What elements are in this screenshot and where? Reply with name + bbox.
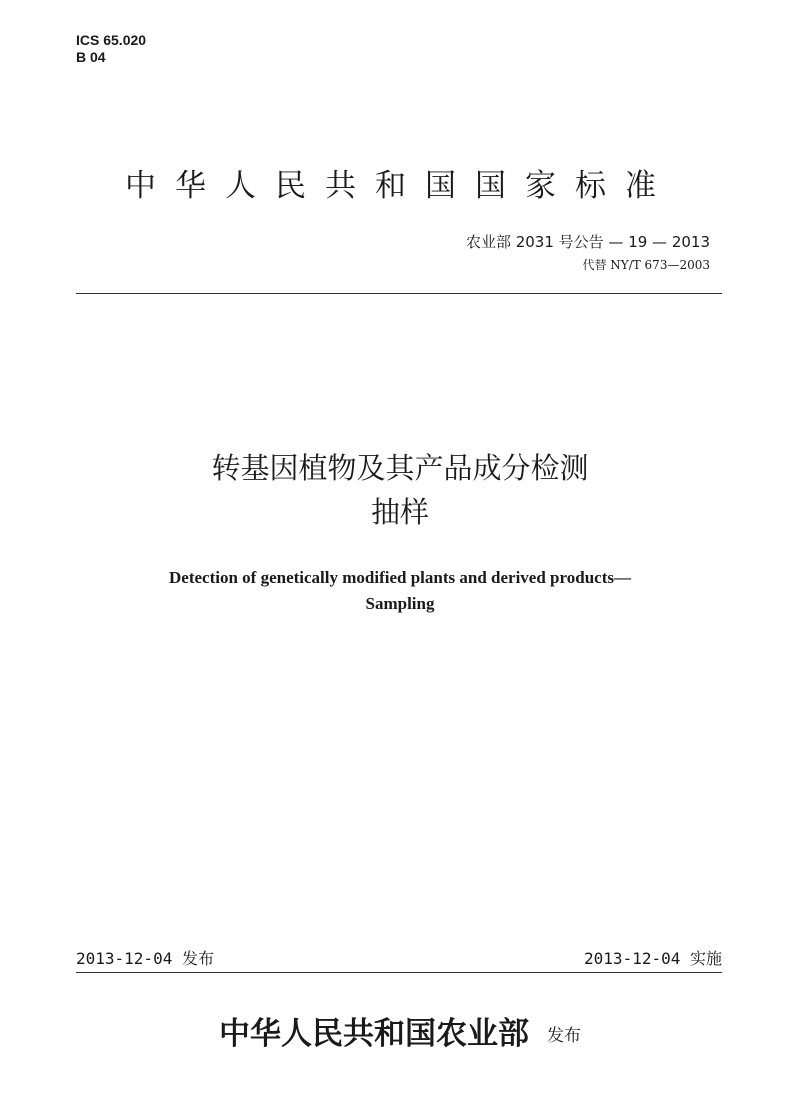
standard-number: 农业部 2031 号公告 — 19 — 2013: [465, 233, 710, 251]
publisher-name: 中华人民共和国农业部: [219, 1016, 529, 1052]
document-title-english: [60, 565, 740, 617]
bottom-divider: [76, 972, 722, 973]
document-title-english-line2: Sampling: [365, 594, 435, 613]
standard-title: 中华人民共和国国家标准: [125, 168, 675, 204]
classification-codes: [76, 32, 146, 66]
replaces-standard: 代替 NY/T 673—2003: [582, 258, 710, 272]
ics-code: ICS 65.020: [76, 32, 147, 48]
document-title-chinese: [60, 446, 740, 534]
document-title-chinese-line2: 抽样: [370, 495, 429, 529]
top-divider: [76, 293, 722, 294]
publisher-suffix: 发布: [547, 1026, 581, 1046]
issue-date: 2013-12-04 发布: [76, 949, 214, 968]
document-title-chinese-line1: 转基因植物及其产品成分检测: [211, 451, 589, 485]
publisher: [60, 1008, 740, 1053]
ccs-code: B 04: [76, 49, 106, 65]
document-title-english-line1: Detection of genetically modified plants and derived products—: [169, 568, 631, 587]
implementation-date: 2013-12-04 实施: [584, 949, 722, 968]
